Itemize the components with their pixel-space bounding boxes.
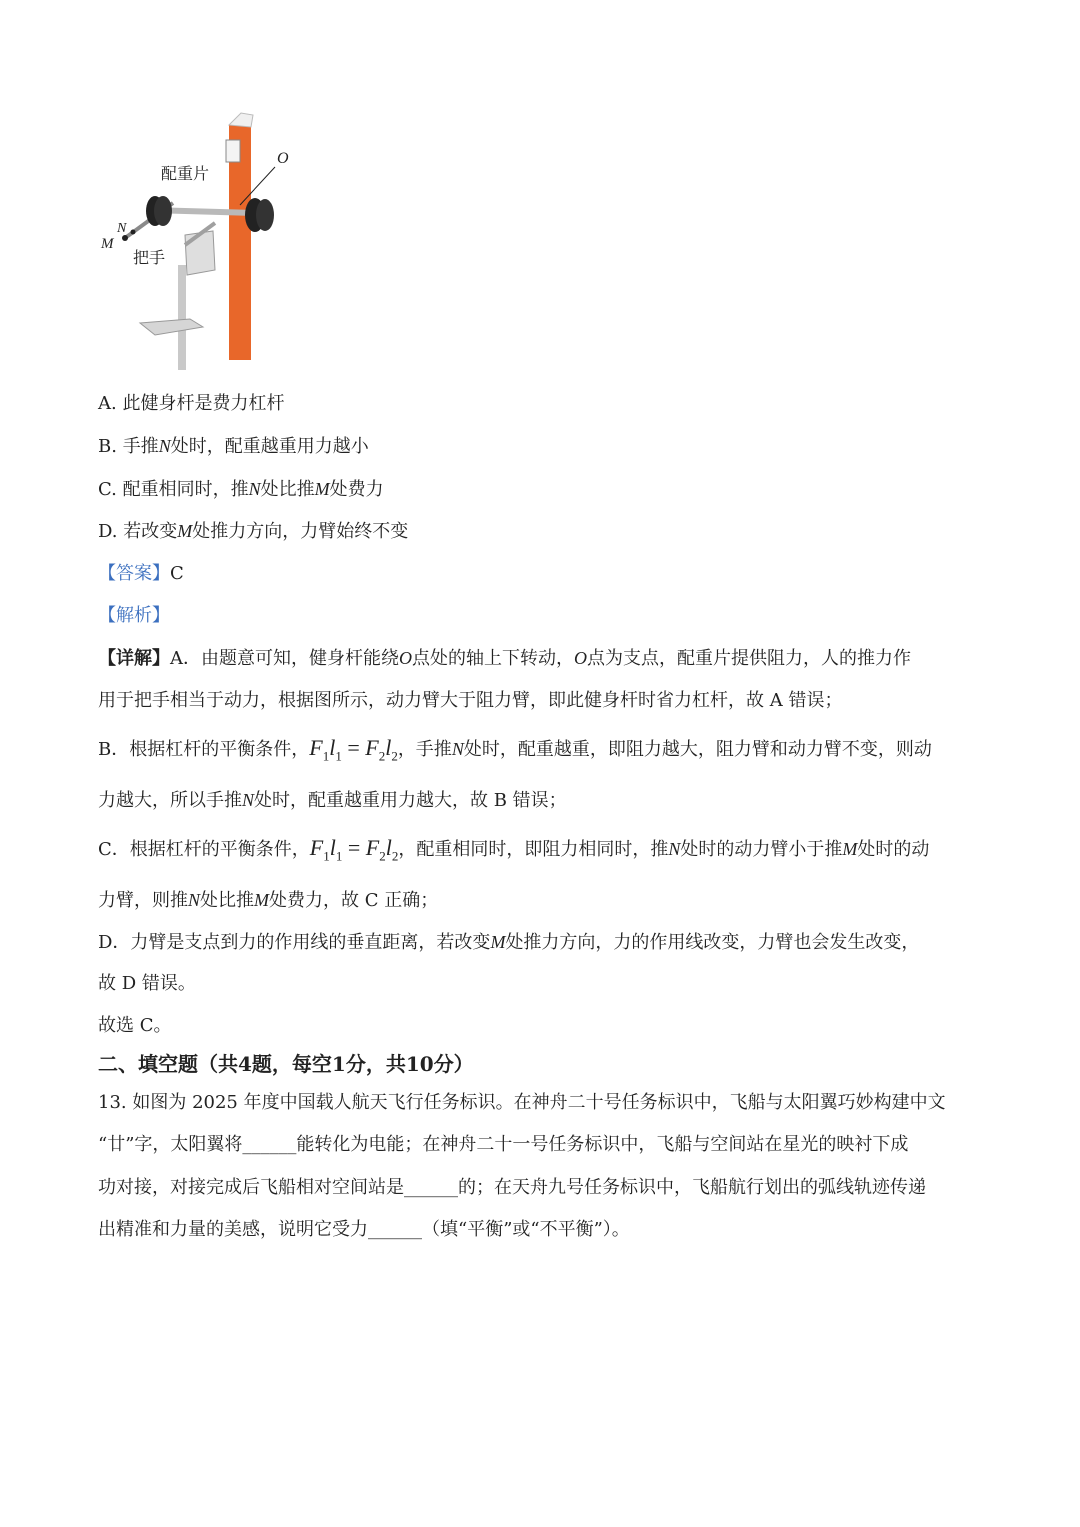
label-m: M: [101, 236, 114, 252]
detail-var: N: [451, 739, 464, 759]
q13-line-4: 出精准和力量的美感，说明它受力______（填“平衡”或“不平衡”）。: [98, 1219, 630, 1240]
detail-text: 点为支点，配重片提供阻力，人的推力作: [587, 648, 911, 669]
option-d: [98, 519, 408, 544]
detail-var: M: [254, 890, 270, 910]
detail-line-1: [98, 646, 911, 671]
seat-post: [178, 265, 186, 370]
detail-text: B．根据杠杆的平衡条件，: [98, 739, 310, 760]
answer-label: 【答案】: [98, 563, 170, 584]
option-c-var-2: M: [314, 479, 330, 499]
option-b-var: N: [158, 436, 171, 456]
option-c-text-1: 配重相同时，推: [122, 479, 249, 500]
conclusion-text: 故选 C。: [98, 1015, 172, 1036]
pole-top: [229, 113, 253, 127]
q13-line-3: 功对接，对接完成后飞船相对空间站是______的；在天舟九号任务标识中，飞船航行划出的弧线轨迹传递: [98, 1177, 926, 1198]
detail-b-line-2: [98, 788, 567, 813]
detail-text: 用于把手相当于动力，根据图所示，动力臂大于阻力臂，即此健身杆时省力杠杆，故 A 错误；: [98, 690, 843, 711]
detail-c-line-1: [98, 836, 929, 868]
lever-illustration: [95, 105, 305, 380]
option-c-text-3: 处费力: [329, 479, 384, 500]
answer-value: C: [170, 563, 184, 584]
option-b-prefix: B.: [98, 436, 117, 457]
detail-label: 【详解】: [98, 648, 170, 669]
analysis-label: 【解析】: [98, 605, 170, 626]
detail-text: 处时，配重越重，即阻力越大，阻力臂和动力臂不变，则动: [463, 739, 932, 760]
q13-line-2: “廿”字，太阳翼将______能转化为电能；在神舟二十一号任务标识中，飞船与空间站在星光的映衬下成: [98, 1134, 909, 1155]
q13-line-1: 13. 如图为 2025 年度中国载人航天飞行任务标识。在神舟二十号任务标识中，飞船与太阳翼巧妙构建中文: [98, 1092, 946, 1113]
detail-text: 故 D 错误。: [98, 973, 196, 994]
detail-var: N: [188, 890, 201, 910]
detail-b-line-1: [98, 736, 932, 768]
detail-var: O: [574, 648, 587, 668]
detail-var: O: [399, 648, 412, 668]
option-b: [98, 434, 369, 459]
detail-text: C．根据杠杆的平衡条件，: [98, 839, 310, 860]
detail-text: 处时的动: [857, 839, 930, 860]
conclusion-line: [98, 1014, 172, 1038]
footrest: [140, 319, 203, 335]
label-handle: 把手: [133, 248, 166, 267]
section-title: 二、填空题（共4题，每空1分，共10分）: [98, 1052, 474, 1076]
detail-var: M: [490, 932, 506, 952]
option-a: [98, 392, 284, 416]
detail-var: N: [668, 839, 681, 859]
option-d-prefix: D.: [98, 521, 118, 542]
fitness-lever-figure: [95, 105, 305, 380]
detail-var: M: [842, 839, 858, 859]
analysis-line: [98, 604, 170, 628]
detail-text: 处比推: [200, 890, 255, 911]
option-b-text-2: 处时，配重越重用力越小: [170, 436, 369, 457]
option-a-text: 此健身杆是费力杠杆: [122, 393, 285, 414]
detail-text: 处推力方向，力的作用线改变，力臂也会发生改变，: [505, 932, 920, 953]
formula-balance: $F_1l_1 = F_2l_2$: [309, 835, 399, 864]
seat-back: [185, 231, 215, 275]
option-c-text-2: 处比推: [260, 479, 315, 500]
detail-text: 力越大，所以手推: [98, 790, 242, 811]
answer-line: [98, 562, 184, 586]
formula-balance: $F_1l_1 = F_2l_2$: [309, 735, 398, 764]
point-n: [131, 230, 136, 235]
option-a-prefix: A.: [98, 393, 117, 414]
option-b-text-1: 手推: [122, 436, 159, 457]
detail-text: A．由题意可知，健身杆能绕: [170, 648, 399, 669]
detail-text: 力臂，则推: [98, 890, 188, 911]
detail-text: 点处的轴上下转动，: [412, 648, 574, 669]
option-d-var: M: [177, 521, 193, 541]
option-d-text-2: 处推力方向，力臂始终不变: [192, 521, 409, 542]
label-weight: 配重片: [161, 164, 210, 183]
detail-text: 处费力，故 C 正确；: [269, 890, 439, 911]
detail-var: N: [242, 790, 255, 810]
label-pivot: O: [277, 150, 289, 167]
display-panel: [226, 140, 240, 162]
weight-left-2: [154, 196, 172, 226]
label-n: N: [117, 221, 127, 236]
detail-d-line-1: [98, 930, 919, 955]
detail-d-line-2: [98, 972, 196, 996]
option-d-text-1: 若改变: [123, 521, 178, 542]
option-c-var-1: N: [248, 479, 261, 499]
detail-text: ，手推: [397, 739, 452, 760]
detail-text: D．力臂是支点到力的作用线的垂直距离，若改变: [98, 932, 491, 953]
weight-right-2: [256, 199, 274, 231]
detail-line-2: [98, 689, 842, 713]
option-c: [98, 477, 384, 502]
detail-text: 处时的动力臂小于推: [680, 839, 843, 860]
detail-c-line-2: [98, 888, 438, 913]
option-c-prefix: C.: [98, 479, 117, 500]
detail-text: ，配重相同时，即阻力相同时，推: [398, 839, 669, 860]
detail-text: 处时，配重越重用力越大，故 B 错误；: [254, 790, 567, 811]
